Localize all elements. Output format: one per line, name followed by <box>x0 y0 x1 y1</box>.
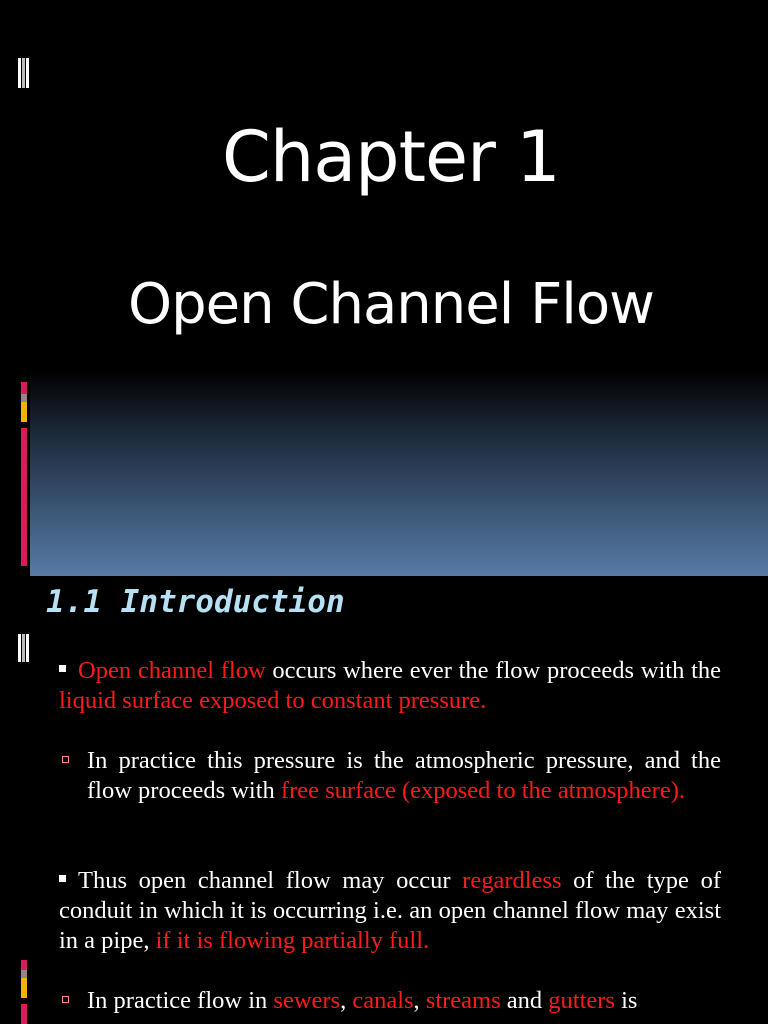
highlight-text: streams <box>425 987 501 1014</box>
body-text: Thus open channel flow may occur <box>78 867 463 894</box>
body-text: , <box>340 987 353 1014</box>
paragraph-open-channel-definition <box>59 656 721 716</box>
hollow-square-bullet-icon <box>62 996 69 1003</box>
decor-bar-yellow <box>21 978 27 998</box>
highlight-text: sewers <box>273 987 341 1014</box>
decor-bar-pink <box>21 960 27 970</box>
paragraph-practice-flow <box>87 986 721 1016</box>
paragraph-regardless-of-conduit <box>59 866 721 956</box>
body-text: , <box>413 987 426 1014</box>
body-text: occurs where ever the flow proceeds with the <box>265 657 721 684</box>
highlight-text: if it is flowing partially full. <box>155 927 430 954</box>
decor-bar-gray <box>22 634 25 662</box>
highlight-text: Open channel flow <box>78 657 266 684</box>
highlight-text: regardless <box>462 867 562 894</box>
highlight-text: liquid surface exposed to constant pressure. <box>59 687 487 714</box>
decor-bar-pink <box>21 428 27 566</box>
highlight-text: free surface (exposed to the atmosphere). <box>280 777 685 804</box>
body-text: of the type of conduit in which it is occurring i.e. an open channel flow may exist in a pipe, <box>59 867 721 954</box>
decor-bar-pink <box>21 1004 27 1024</box>
square-bullet-icon <box>59 875 66 882</box>
body-text: and <box>500 987 549 1014</box>
slide-gradient-band <box>30 370 768 576</box>
decor-bar-gray <box>21 394 27 402</box>
body-text: In practice flow in <box>87 987 274 1014</box>
decor-bar-gray <box>26 634 29 662</box>
decor-bar-gray <box>22 58 25 88</box>
square-bullet-icon <box>59 665 66 672</box>
highlight-text: gutters <box>548 987 615 1014</box>
chapter-title: Chapter 1 <box>222 116 560 198</box>
section-heading: 1.1 Introduction <box>46 584 345 620</box>
decor-bar-gray <box>21 970 27 978</box>
decor-bar-gray <box>18 58 21 88</box>
content-slide <box>0 576 768 1024</box>
decor-bar-yellow <box>21 402 27 422</box>
decor-bar-gray <box>18 634 21 662</box>
paragraph-atmospheric-pressure <box>87 746 721 806</box>
body-text: is <box>614 987 638 1014</box>
decor-bar-gray <box>26 58 29 88</box>
decor-bar-pink <box>21 382 27 394</box>
chapter-subtitle: Open Channel Flow <box>128 272 654 337</box>
hollow-square-bullet-icon <box>62 756 69 763</box>
body-text: In practice this pressure is the atmospheric pressure, and the flow proceeds with <box>87 747 721 804</box>
highlight-text: canals <box>352 987 414 1014</box>
